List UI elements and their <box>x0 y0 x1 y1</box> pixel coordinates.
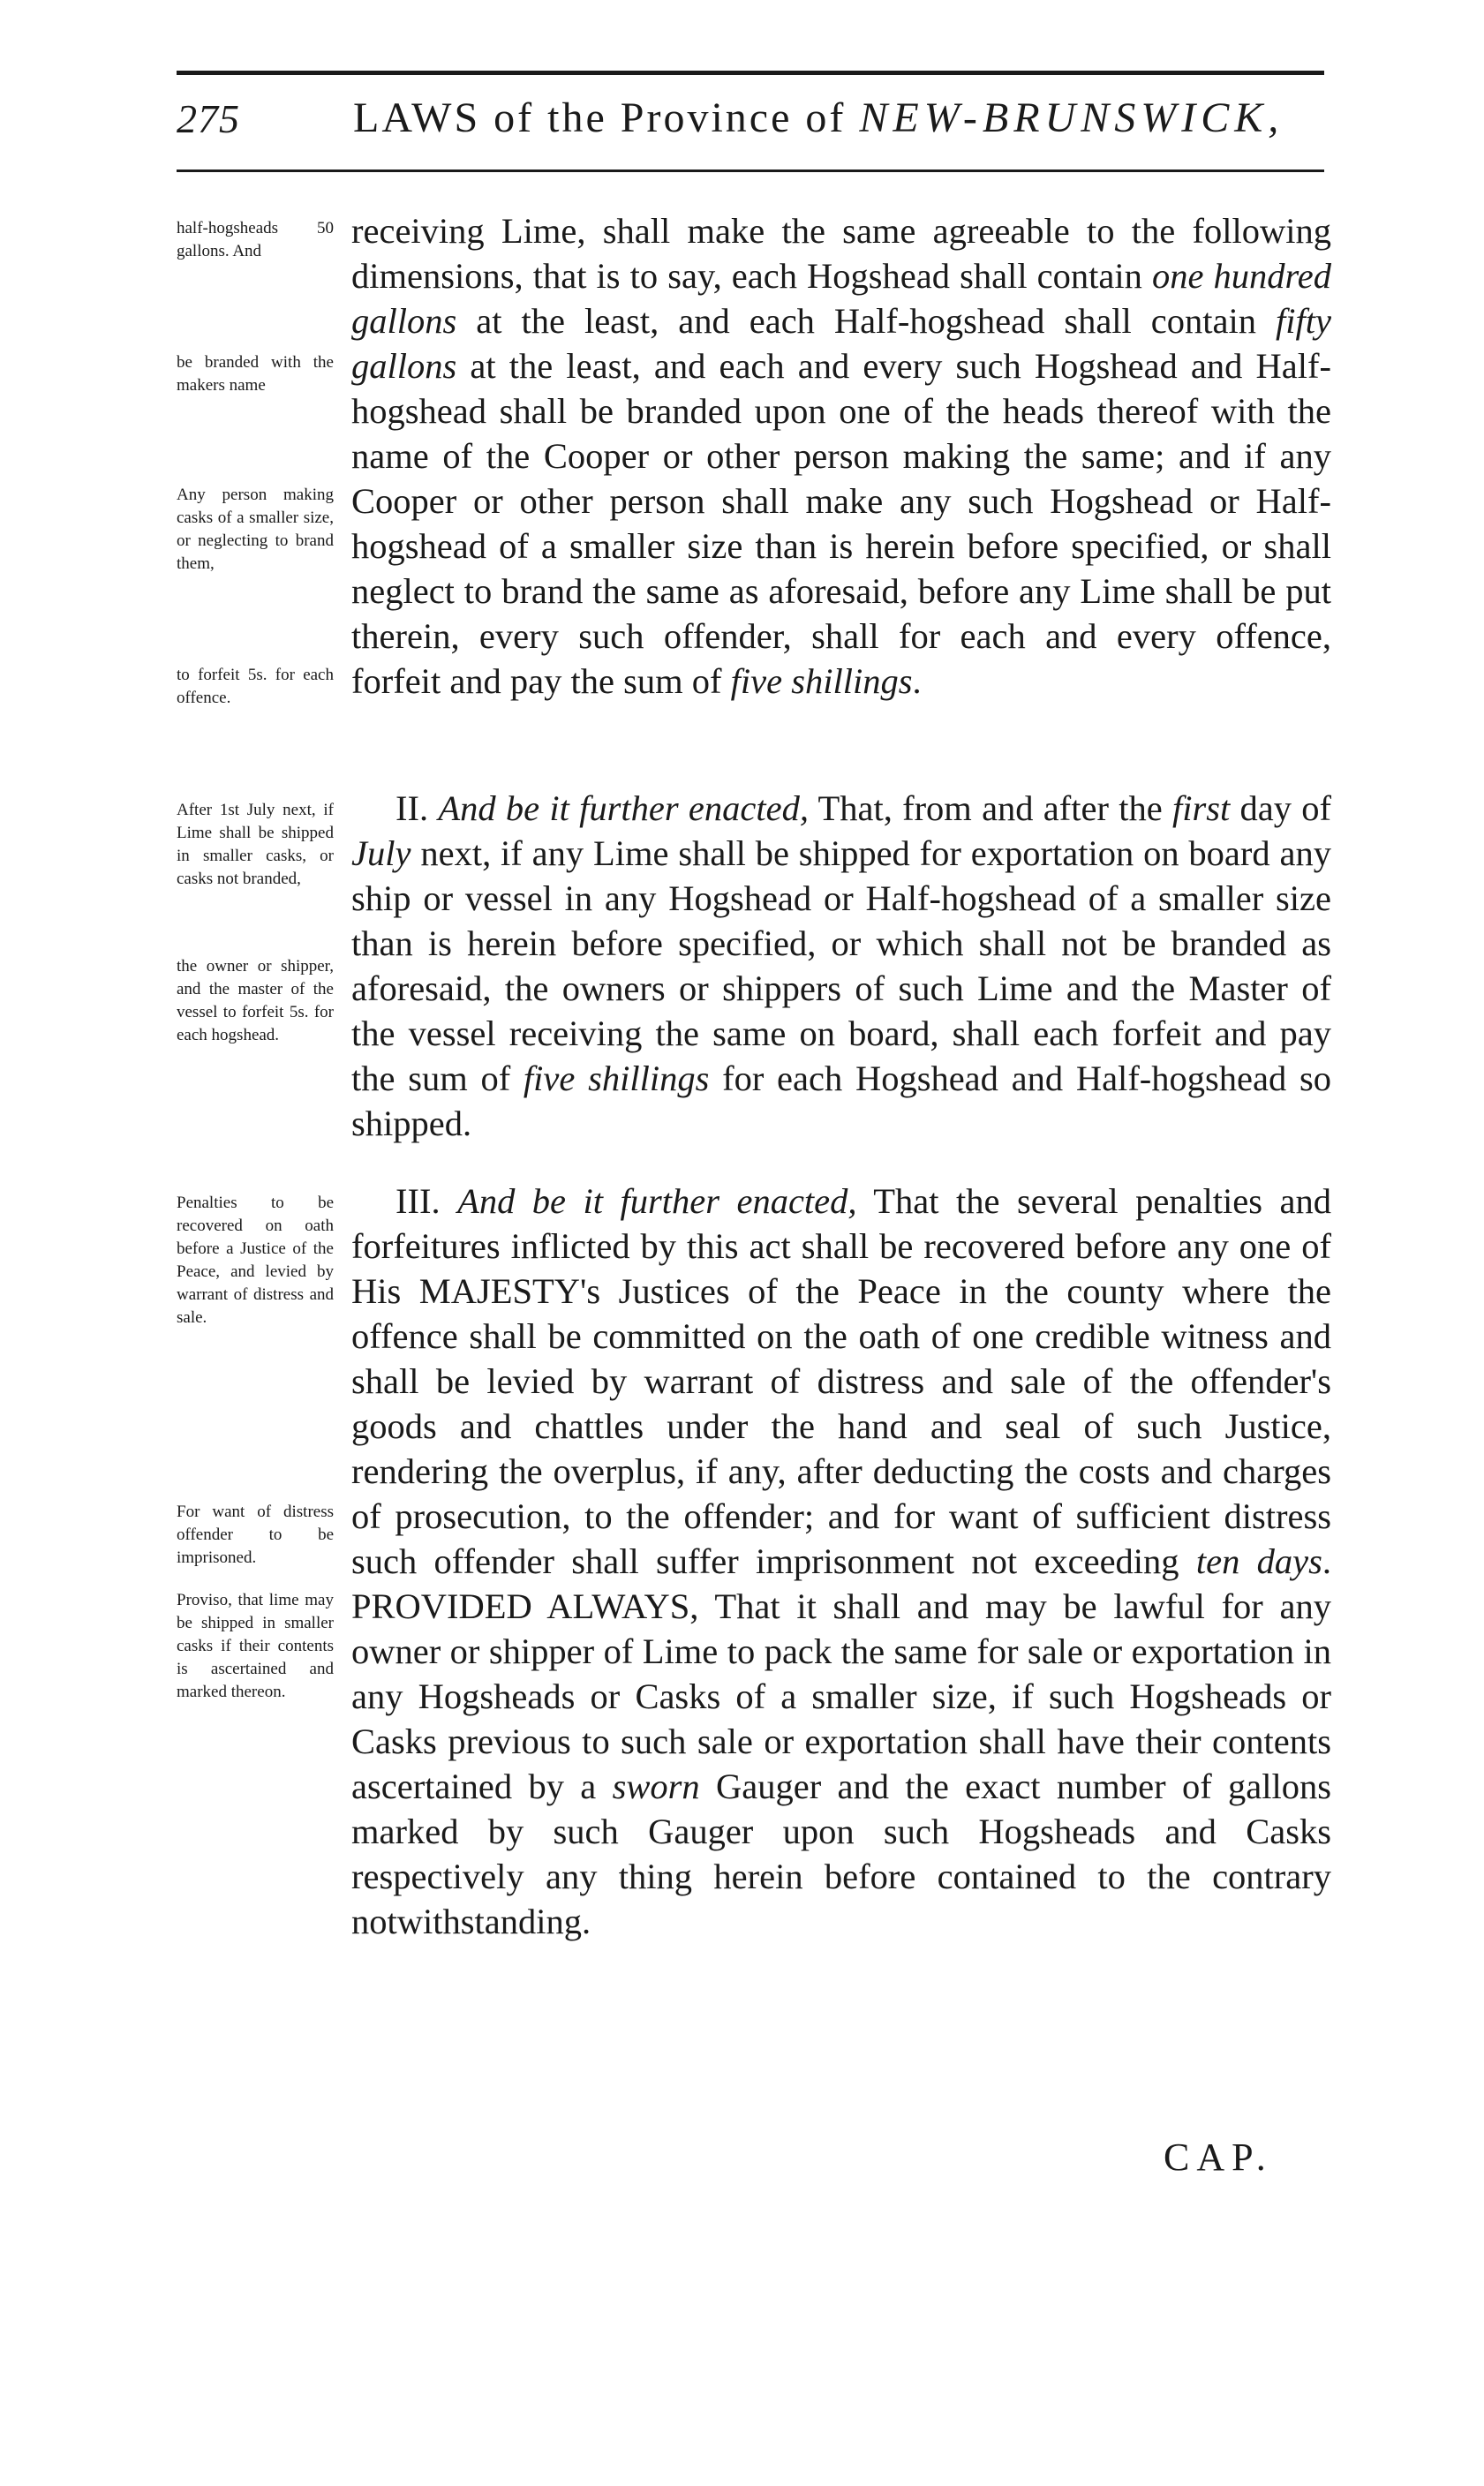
text-run: That the several penalties and forfeitures inflicted by this act shall be recovered before any one of His MAJESTY's Justices of the Peace in the county where the offence shall be committed on the oath of one credible witness and shall be levied by warrant of distress and sale of the offender's goods and chattles under the hand and seal of such Justice, rendering the overplus, if any, after deducting the costs and charges of prosecution, to the offender; and for want of sufficient distress such offender shall suffer imprisonment not exceeding <box>351 1181 1331 1581</box>
italic-run: five shillings <box>730 661 913 701</box>
text-run: at the least, and each and every such Hogshead and Half-hogshead shall be branded upon one of the heads thereof with the name of the Cooper or other person making the same; and if any Cooper or other person shall make any such Hogshead or Half-hogshead of a smaller size than is herein before specified, or shall neglect to brand the same as aforesaid, before any Lime shall be put therein, every such offender, shall for each and every offence, forfeit and pay the sum of <box>351 346 1331 701</box>
margin-note: Penalties to be recovered on oath before a Justice of the Peace, and levied by warrant of distress and sale. <box>177 1194 334 1327</box>
catchword: CAP. <box>1164 2136 1273 2179</box>
header-rule-top <box>177 71 1324 75</box>
margin-note: to forfeit 5s. for each offence. <box>177 666 334 707</box>
italic-run: first <box>1172 788 1231 828</box>
enacting-clause: And be it further enacted, <box>438 788 809 828</box>
paragraph-2 <box>351 786 1331 1146</box>
italic-run: sworn <box>612 1767 700 1806</box>
margin-note: For want of distress offender to be imprisoned. <box>177 1503 334 1567</box>
italic-run: ten days <box>1195 1541 1322 1581</box>
text-run: receiving Lime, shall make the same agreeable to the following dimensions, that is to say, each Hogshead shall contain <box>351 211 1331 296</box>
margin-note: Proviso, that lime may be shipped in smaller casks if their contents is ascertained and marked thereon. <box>177 1591 334 1701</box>
paragraph-3 <box>351 1179 1331 1944</box>
text-run: next, if any Lime shall be shipped for exportation on board any ship or vessel in any Hogshead or Half-hogshead of a smaller size than is herein before specified, or which shall not be branded as aforesaid, the owners or shippers of such Lime and the Master of the vessel receiving the same on board, shall each forfeit and pay the sum of <box>351 833 1331 1098</box>
paragraph-1 <box>351 208 1331 704</box>
running-head-place: NEW-BRUNSWICK, <box>859 94 1284 141</box>
margin-note: be branded with the makers name <box>177 353 334 395</box>
margin-note: the owner or shipper, and the master of the vessel to forfeit 5s. for each hogshead. <box>177 957 334 1044</box>
header-rule-bottom <box>177 170 1324 172</box>
italic-run: July <box>351 833 411 873</box>
italic-run: five shillings <box>523 1058 710 1098</box>
running-head <box>353 94 1324 142</box>
running-head-prefix: LAWS of the Province of <box>353 94 847 141</box>
text-run: . <box>912 661 922 701</box>
margin-note: Any person making casks of a smaller size, or neglecting to brand them, <box>177 486 334 573</box>
text-run: Gauger and the exact number of gallons marked by such Gauger upon such Hogsheads and Casks respectively any thing herein before contained to the contrary notwithstanding. <box>351 1767 1331 1941</box>
enacting-clause: And be it further enacted, <box>457 1181 857 1221</box>
text-run: for each Hogshead and Half-hogshead so shipped. <box>351 1058 1331 1143</box>
text-run: at the least, and each Half-hogshead shall contain <box>456 301 1276 341</box>
italic-run: one hundred gallons <box>351 256 1331 341</box>
page-number: 275 <box>177 96 240 141</box>
text-run: . PROVIDED ALWAYS, That it shall and may be lawful for any owner or shipper of Lime to pack the same for sale or exportation in any Hogsheads or Casks of a smaller size, if such Hogsheads or Casks previous to such sale or exportation shall have their contents ascertained by a <box>351 1541 1331 1806</box>
text-run: That, from and after the <box>808 788 1172 828</box>
margin-note: half-hogsheads 50 gallons. And <box>177 219 334 260</box>
italic-run: fifty gallons <box>351 301 1331 386</box>
text-run: day of <box>1230 788 1332 828</box>
section-number: III. <box>395 1181 441 1221</box>
section-number: II. <box>395 788 429 828</box>
margin-note: After 1st July next, if Lime shall be shipped in smaller casks, or casks not branded, <box>177 801 334 888</box>
